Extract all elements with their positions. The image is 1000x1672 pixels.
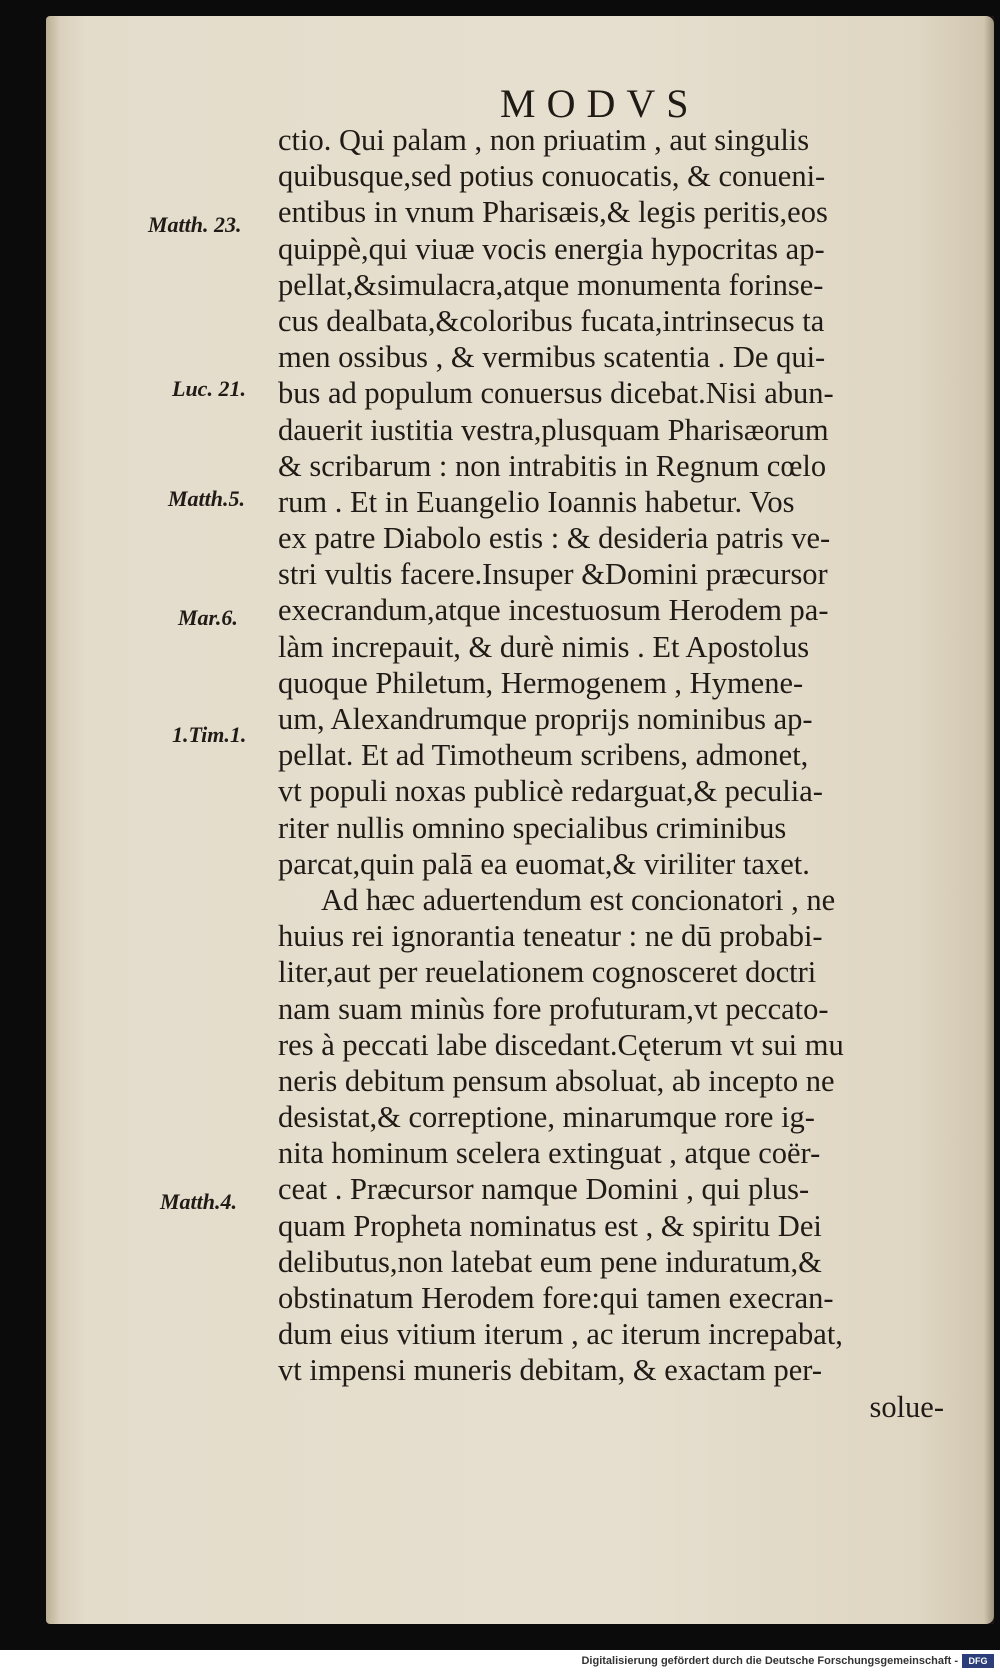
text-line: obstinatum Herodem fore:qui tamen execran-	[278, 1281, 834, 1315]
footer-credit: Digitalisierung gefördert durch die Deutsche Forschungsgemeinschaft -	[581, 1655, 958, 1667]
marginal-note: 1.Tim.1.	[172, 722, 247, 747]
text-line: quoque Philetum, Hermogenem , Hymene-	[278, 665, 804, 700]
text-line: um, Alexandrumque proprijs nominibus ap-	[278, 702, 813, 736]
text-line: vt populi noxas publicè redarguat,& peculia-	[278, 774, 823, 809]
text-line: nam suam minùs fore profuturam,vt peccato-	[278, 991, 829, 1026]
marginal-note: Matth.5.	[168, 486, 246, 511]
text-line: & scribarum : non intrabitis in Regnum cœlo	[278, 448, 827, 483]
text-line: execrandum,atque incestuosum Herodem pa-	[278, 593, 829, 628]
text-line: vt impensi muneris debitam, & exactam per-	[278, 1353, 822, 1388]
dfg-logo: DFG	[962, 1654, 994, 1668]
text-line: cus dealbata,&coloribus fucata,intrinsecus ta	[278, 303, 825, 338]
text-line: men ossibus , & vermibus scatentia . De qui-	[278, 340, 826, 375]
text-line: nita hominum scelera extinguat , atque coër-	[278, 1136, 821, 1171]
marginal-note: Matth. 23.	[148, 212, 242, 237]
catchword: solue-	[869, 1389, 944, 1424]
text-line: neris debitum pensum absoluat, ab incepto ne	[278, 1063, 835, 1098]
marginal-note: Matth.4.	[160, 1189, 238, 1214]
text-line: rum . Et in Euangelio Ioannis habetur. Vos	[278, 484, 795, 519]
text-line: dum eius vitium iterum , ac iterum increpabat,	[278, 1317, 843, 1352]
marginal-note: Luc. 21.	[172, 376, 246, 401]
text-line: quibusque,sed potius conuocatis, & conueni-	[278, 159, 826, 194]
text-line: delibutus,non latebat eum pene induratum,&	[278, 1244, 822, 1279]
text-line: parcat,quin palā ea euomat,& viriliter taxet.	[278, 846, 810, 881]
text-line: ctio. Qui palam , non priuatim , aut singulis	[278, 123, 810, 157]
text-line: huius rei ignorantia teneatur : ne dū probabi-	[278, 919, 823, 954]
text-line: pellat,&simulacra,atque monumenta forinse-	[278, 267, 824, 302]
text-line: bus ad populum conuersus dicebat.Nisi abun-	[278, 376, 834, 411]
text-line: ex patre Diabolo estis : & desideria patris ve-	[278, 521, 831, 556]
text-line: quippè,qui viuæ vocis energia hypocritas ap-	[278, 231, 825, 266]
text-line: dauerit iustitia vestra,plusquam Pharisæorum	[278, 412, 829, 447]
running-head: MODVS	[500, 81, 700, 126]
text-line: pellat. Et ad Timotheum scribens, admonet,	[278, 738, 809, 773]
marginal-note: Mar.6.	[178, 605, 238, 630]
text-line: desistat,& correptione, minarumque rore ig-	[278, 1100, 815, 1135]
text-line: res à peccati labe discedant.Cęterum vt sui mu	[278, 1027, 844, 1062]
text-line: liter,aut per reuelationem cognosceret doctri	[278, 955, 817, 990]
text-line: riter nullis omnino specialibus criminibus	[278, 810, 787, 845]
text-line: stri vultis facere.Insuper &Domini præcursor	[278, 557, 828, 592]
text-line: làm increpauit, & durè nimis . Et Apostolus	[278, 629, 810, 664]
text-line: Ad hæc aduertendum est concionatori , ne	[321, 882, 836, 917]
text-line: entibus in vnum Pharisæis,& legis peritis,eos	[278, 195, 828, 230]
text-line: quam Propheta nominatus est , & spiritu Dei	[278, 1208, 822, 1243]
page-edge-shadow	[984, 16, 994, 1624]
text-line: ceat . Præcursor namque Domini , qui plus-	[278, 1172, 810, 1207]
body-text	[278, 122, 948, 1425]
